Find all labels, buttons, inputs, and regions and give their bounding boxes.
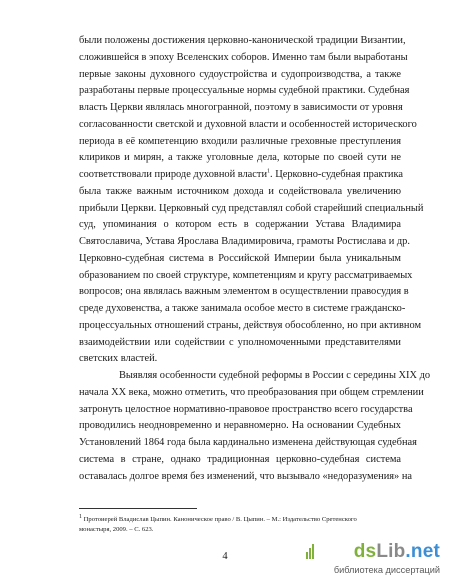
text-line: разработаны первые процессуальные нормы судебной практики. Судебная	[79, 85, 410, 97]
text-line: образованием по своей структуре, компетенциям и кругу рассматриваемых	[79, 269, 413, 281]
body-text	[79, 33, 431, 485]
text-line: проводились неодновременно и неравномерно. На основании Судебных	[79, 420, 401, 432]
footnote-reference[interactable]: 1	[267, 168, 271, 175]
text-line: были положены достижения церковно-канонической традиции Византии,	[79, 35, 406, 46]
page-number: 4	[222, 551, 228, 562]
footnote-text: Протоиерей Владислав Цыпин. Каноническое право / В. Цыпин. – М.: Издательство Сретенского	[83, 516, 357, 523]
watermark-subtitle: библиотека диссертаций	[333, 565, 440, 575]
logo-bars-icon	[306, 543, 316, 559]
text-line: клириков и мирян, а также уголовные дела, которые по своей сути не	[79, 152, 401, 164]
text-line: Святославича, Устава Ярослава Владимировича, грамоты Ростислава и др.	[79, 236, 410, 247]
text-line: прибыли Церкви. Церковный суд представлял собой старейший специальный	[79, 202, 424, 214]
footnote	[79, 515, 401, 534]
text-line: система в стране, однако традиционная церковно-судебная система	[79, 453, 401, 465]
footnote-marker: 1	[79, 513, 82, 520]
text-line: затронуть целостное нормативно-правовое пространство всего государства	[79, 403, 413, 415]
text-line: периода в её компетенцию входили различные греховные преступления	[79, 135, 401, 147]
text-line: взаимодействии или содействии с уполномоченными представителями	[79, 336, 401, 348]
paragraph-first-line: Выявляя особенности судебной реформы в России с середины XIX до	[119, 370, 431, 381]
text-line: среде духовенства, а также занимала особое место в системе гражданско-	[79, 303, 406, 314]
text-fragment: соответствовали природе духовной власти	[79, 169, 268, 180]
text-line: была также важным источником дохода и содействовала увеличению	[79, 185, 401, 197]
text-line: светских властей.	[79, 353, 158, 365]
text-line: суд, упоминания о котором есть в содержании Устава Владимира	[79, 219, 401, 231]
text-line: оставалась долгое время без изменений, что вызывало «недоразумения» на	[79, 470, 413, 482]
watermark-logo: dsLib.net	[353, 541, 440, 562]
footnote-line: монастыря, 2009. – С. 623.	[79, 525, 154, 533]
text-line: начала XX века, можно отметить, что преобразования при общем стремлении	[79, 386, 424, 398]
text-line: Установлений 1864 года была кардинально изменена действующая судебная	[79, 437, 417, 448]
footnote-separator	[79, 508, 197, 509]
dslib-watermark[interactable]	[312, 541, 440, 579]
text-line: первые законы духовного судоустройства и судопроизводства, а также	[79, 68, 401, 80]
text-line: сложившейся в эпоху Вселенских соборов. Именно там были выработаны	[79, 51, 408, 63]
text-fragment: . Церковно-судебная практика	[270, 169, 403, 180]
text-line: власть Церкви являлась многогранной, поэтому в зависимости от уровня	[79, 102, 403, 113]
text-line-with-footnote	[79, 167, 401, 184]
text-line: Церковно-судебная система в Российской Империи была уникальным	[79, 252, 401, 264]
footnote-line	[79, 515, 401, 525]
text-line: процессуальных отношений страны, действуя обособленно, но при активном	[79, 319, 422, 331]
text-line: вопросов; она являлась важным элементом в осуществлении правосудия в	[79, 286, 409, 298]
text-line: согласованности светской и духовной власти и особенностей исторического	[79, 118, 417, 130]
